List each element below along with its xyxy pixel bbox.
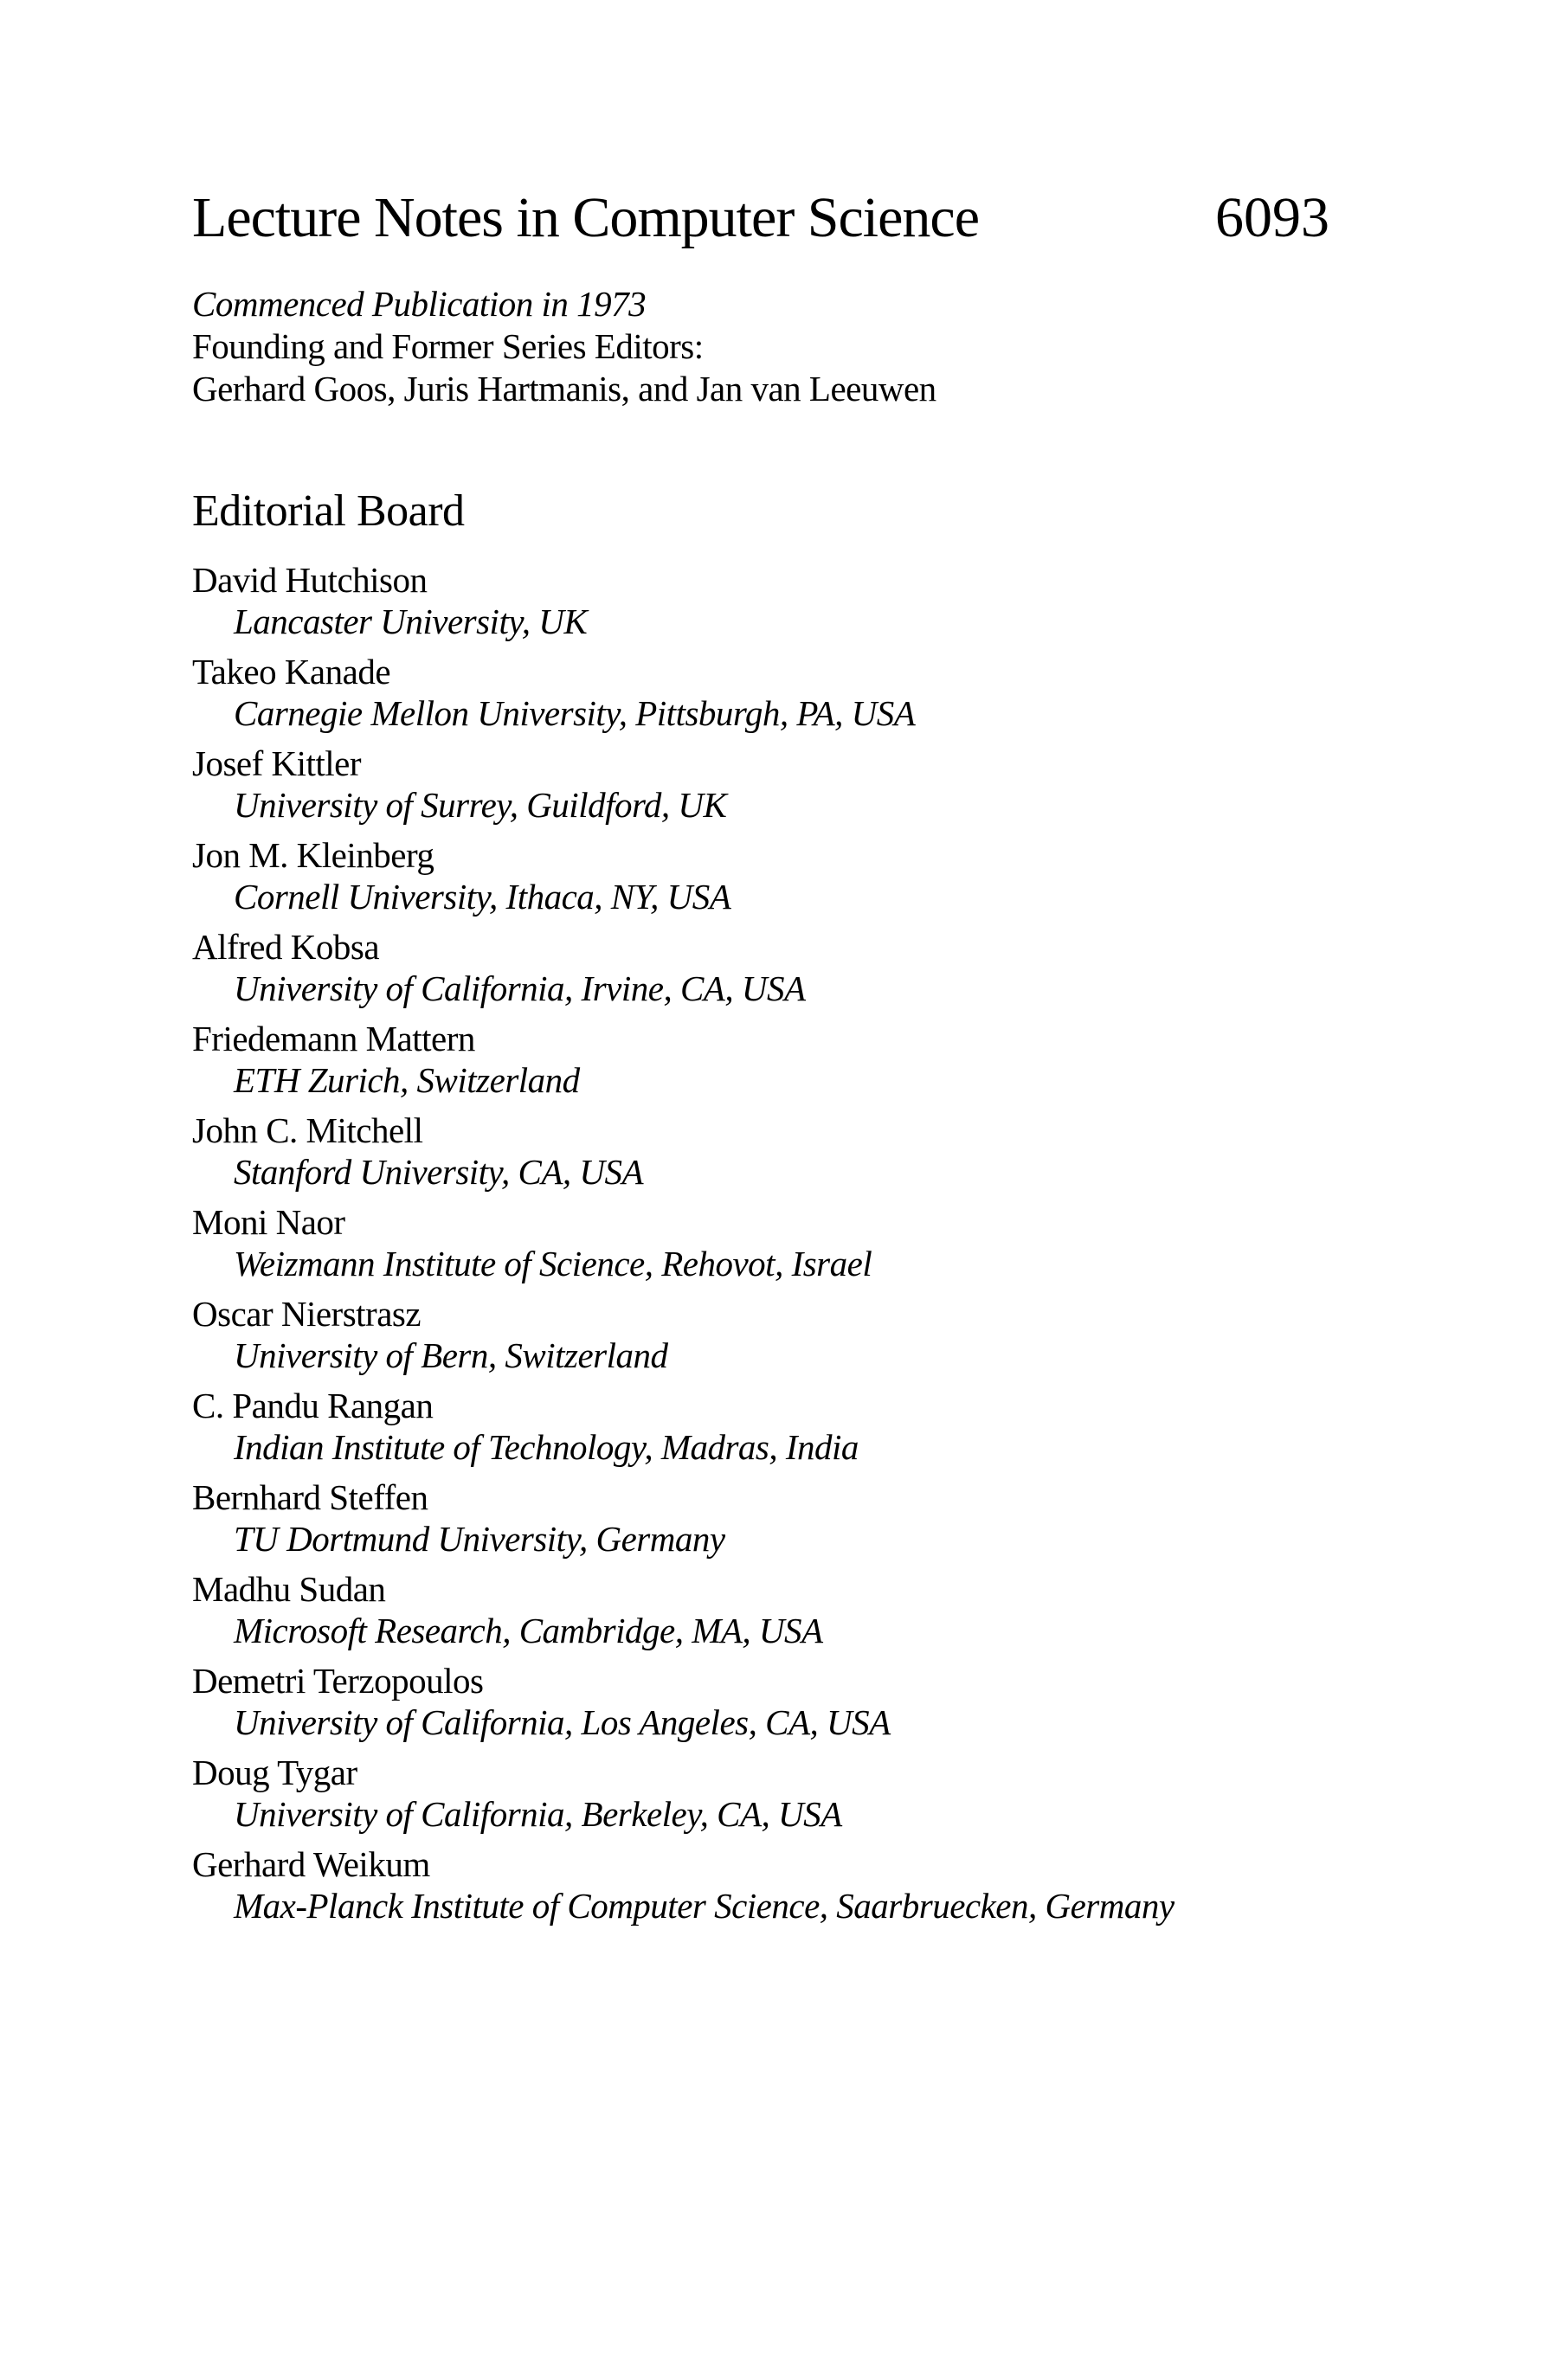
board-member-name: Doug Tygar bbox=[192, 1753, 357, 1792]
board-member-affiliation: University of California, Irvine, CA, USA bbox=[234, 968, 806, 1008]
editorial-board-heading: Editorial Board bbox=[192, 486, 465, 536]
board-member-name: Jon M. Kleinberg bbox=[192, 835, 434, 875]
board-entry bbox=[192, 1110, 1329, 1193]
board-member-name: Madhu Sudan bbox=[192, 1569, 386, 1609]
board-member-affiliation: Microsoft Research, Cambridge, MA, USA bbox=[234, 1611, 823, 1650]
board-member-affiliation: ETH Zurich, Switzerland bbox=[234, 1060, 580, 1100]
board-entry bbox=[192, 1201, 1329, 1284]
board-entry bbox=[192, 1476, 1329, 1560]
board-member-name: Demetri Terzopoulos bbox=[192, 1661, 484, 1701]
board-entry bbox=[192, 1843, 1329, 1927]
board-member-affiliation: University of Surrey, Guildford, UK bbox=[234, 785, 727, 825]
board-entry bbox=[192, 1660, 1329, 1743]
board-member-name: C. Pandu Rangan bbox=[192, 1386, 434, 1425]
board-member-affiliation: Max-Planck Institute of Computer Science, Saarbruecken, Germany bbox=[234, 1886, 1175, 1926]
board-entry bbox=[192, 743, 1329, 826]
founding-editors-names: Gerhard Goos, Juris Hartmanis, and Jan van Leeuwen bbox=[192, 369, 936, 408]
commenced-publication-line: Commenced Publication in 1973 bbox=[192, 284, 647, 324]
series-title-row bbox=[192, 186, 1329, 249]
founding-editors-label: Founding and Former Series Editors: bbox=[192, 326, 704, 366]
editorial-board-list bbox=[192, 559, 1329, 1927]
board-member-affiliation: University of California, Berkeley, CA, USA bbox=[234, 1794, 842, 1834]
board-entry bbox=[192, 559, 1329, 642]
board-member-affiliation: Weizmann Institute of Science, Rehovot, Israel bbox=[234, 1244, 872, 1283]
board-entry bbox=[192, 1385, 1329, 1468]
board-member-name: Oscar Nierstrasz bbox=[192, 1294, 422, 1334]
board-entry bbox=[192, 1752, 1329, 1835]
board-member-name: Alfred Kobsa bbox=[192, 927, 380, 967]
board-member-name: Friedemann Mattern bbox=[192, 1019, 475, 1058]
board-entry bbox=[192, 1568, 1329, 1651]
publication-info bbox=[192, 283, 1329, 410]
series-volume-number: 6093 bbox=[1215, 186, 1329, 249]
board-member-name: Bernhard Steffen bbox=[192, 1477, 428, 1517]
board-entry bbox=[192, 1293, 1329, 1376]
board-member-affiliation: University of Bern, Switzerland bbox=[234, 1335, 668, 1375]
board-entry bbox=[192, 834, 1329, 917]
board-member-affiliation: Lancaster University, UK bbox=[234, 601, 588, 641]
board-member-name: John C. Mitchell bbox=[192, 1110, 423, 1150]
board-member-affiliation: University of California, Los Angeles, CA, USA bbox=[234, 1702, 891, 1742]
board-member-name: Moni Naor bbox=[192, 1202, 345, 1242]
board-entry bbox=[192, 926, 1329, 1009]
board-member-affiliation: Stanford University, CA, USA bbox=[234, 1152, 644, 1192]
board-member-affiliation: Carnegie Mellon University, Pittsburgh, PA, USA bbox=[234, 693, 916, 733]
board-member-name: Gerhard Weikum bbox=[192, 1844, 430, 1884]
board-member-affiliation: TU Dortmund University, Germany bbox=[234, 1519, 725, 1559]
board-member-affiliation: Indian Institute of Technology, Madras, India bbox=[234, 1427, 859, 1467]
board-member-name: David Hutchison bbox=[192, 560, 428, 600]
series-title: Lecture Notes in Computer Science bbox=[192, 186, 980, 249]
board-member-name: Takeo Kanade bbox=[192, 652, 391, 691]
board-member-name: Josef Kittler bbox=[192, 743, 362, 783]
board-entry bbox=[192, 1018, 1329, 1101]
board-member-affiliation: Cornell University, Ithaca, NY, USA bbox=[234, 877, 731, 917]
board-entry bbox=[192, 651, 1329, 734]
